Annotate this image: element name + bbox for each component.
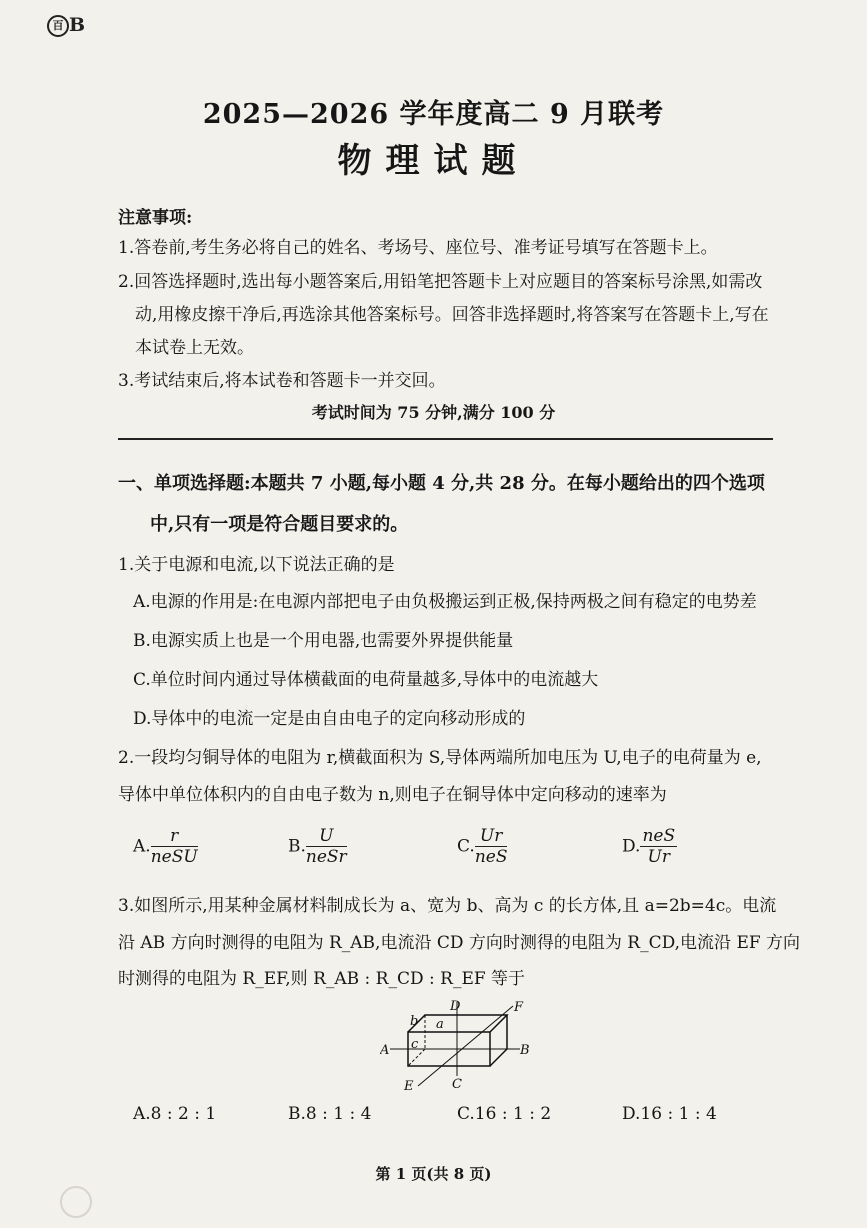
q3-option-d: D.16 : 1 : 4	[622, 1104, 717, 1124]
q3-option-c: C.16 : 1 : 2	[457, 1104, 552, 1124]
notice-line-2: 2.回答选择题时,选出每小题答案后,用铅笔把答题卡上对应题目的答案标号涂黑,如需改	[118, 272, 763, 292]
label-E: E	[404, 1079, 414, 1090]
notice-line-4: 本试卷上无效。	[135, 338, 254, 358]
label-C: C	[452, 1077, 462, 1090]
section-heading-2: 中,只有一项是符合题目要求的。	[150, 514, 409, 535]
q3-option-b: B.8 : 1 : 4	[288, 1104, 372, 1124]
q2-option-d: D. $\frac{\text{neS}}{Ur}$	[622, 826, 676, 867]
axis-ef	[418, 1006, 513, 1086]
q1-option-d: D.导体中的电流一定是由自由电子的定向移动形成的	[133, 709, 526, 729]
label-F: F	[514, 1000, 524, 1015]
q1-option-b: B.电源实质上也是一个用电器,也需要外界提供能量	[133, 631, 514, 651]
label-D: D	[450, 999, 461, 1014]
cuboid-figure	[380, 998, 530, 1090]
exam-title: 2025—2026 学年度高二 9 月联考	[202, 99, 665, 130]
q3-stem-3: 时测得的电阻为 R_EF,则 R_AB : R_CD : R_EF 等于	[118, 969, 526, 989]
label-c: c	[411, 1037, 419, 1052]
exam-info: 考试时间为 75 分钟,满分 100 分	[311, 403, 556, 422]
notice-line-1: 1.答卷前,考生务必将自己的姓名、考场号、座位号、准考证号填写在答题卡上。	[118, 238, 718, 258]
q2-option-a: A. $\frac{r}{\text{neSU}}$	[133, 826, 198, 867]
q2-option-c: C. $\frac{Ur}{\text{neS}}$	[457, 826, 508, 867]
q3-stem-2: 沿 AB 方向时测得的电阻为 R_AB,电流沿 CD 方向时测得的电阻为 R_CD,电流沿 EF 方向	[118, 933, 801, 953]
q1-option-c: C.单位时间内通过导体横截面的电荷量越多,导体中的电流越大	[133, 670, 599, 690]
notice-heading: 注意事项:	[118, 208, 193, 228]
section-heading-1: 一、单项选择题:本题共 7 小题,每小题 4 分,共 28 分。在每小题给出的四个选项	[118, 473, 765, 494]
divider	[118, 438, 773, 440]
publisher-logo: 百 B	[47, 14, 97, 40]
q2-option-b: B. $\frac{U}{\text{neSr}}$	[288, 826, 347, 867]
q3-stem-1: 3.如图所示,用某种金属材料制成长为 a、宽为 b、高为 c 的长方体,且 a=2b=4c。电流	[118, 896, 777, 916]
q1-option-a: A.电源的作用是:在电源内部把电子由负极搬运到正极,保持两极之间有稳定的电势差	[133, 592, 757, 612]
faint-stamp	[60, 1186, 92, 1218]
q3-option-a: A.8 : 2 : 1	[133, 1104, 217, 1124]
q2-stem-2: 导体中单位体积内的自由电子数为 n,则电子在铜导体中定向移动的速率为	[118, 785, 667, 805]
label-A: A	[380, 1043, 390, 1058]
notice-line-3: 动,用橡皮擦干净后,再选涂其他答案标号。回答非选择题时,将答案写在答题卡上,写在	[135, 305, 769, 325]
q2-stem-1: 2.一段均匀铜导体的电阻为 r,横截面积为 S,导体两端所加电压为 U,电子的电荷量为 e,	[118, 748, 762, 768]
label-a: a	[436, 1017, 444, 1032]
q1-stem: 1.关于电源和电流,以下说法正确的是	[118, 555, 395, 575]
label-B: B	[520, 1043, 530, 1058]
notice-line-5: 3.考试结束后,将本试卷和答题卡一并交回。	[118, 371, 446, 391]
subject-title: 物理试题	[337, 141, 530, 181]
label-b: b	[410, 1014, 419, 1029]
page-footer: 第 1 页(共 8 页)	[375, 1165, 492, 1183]
